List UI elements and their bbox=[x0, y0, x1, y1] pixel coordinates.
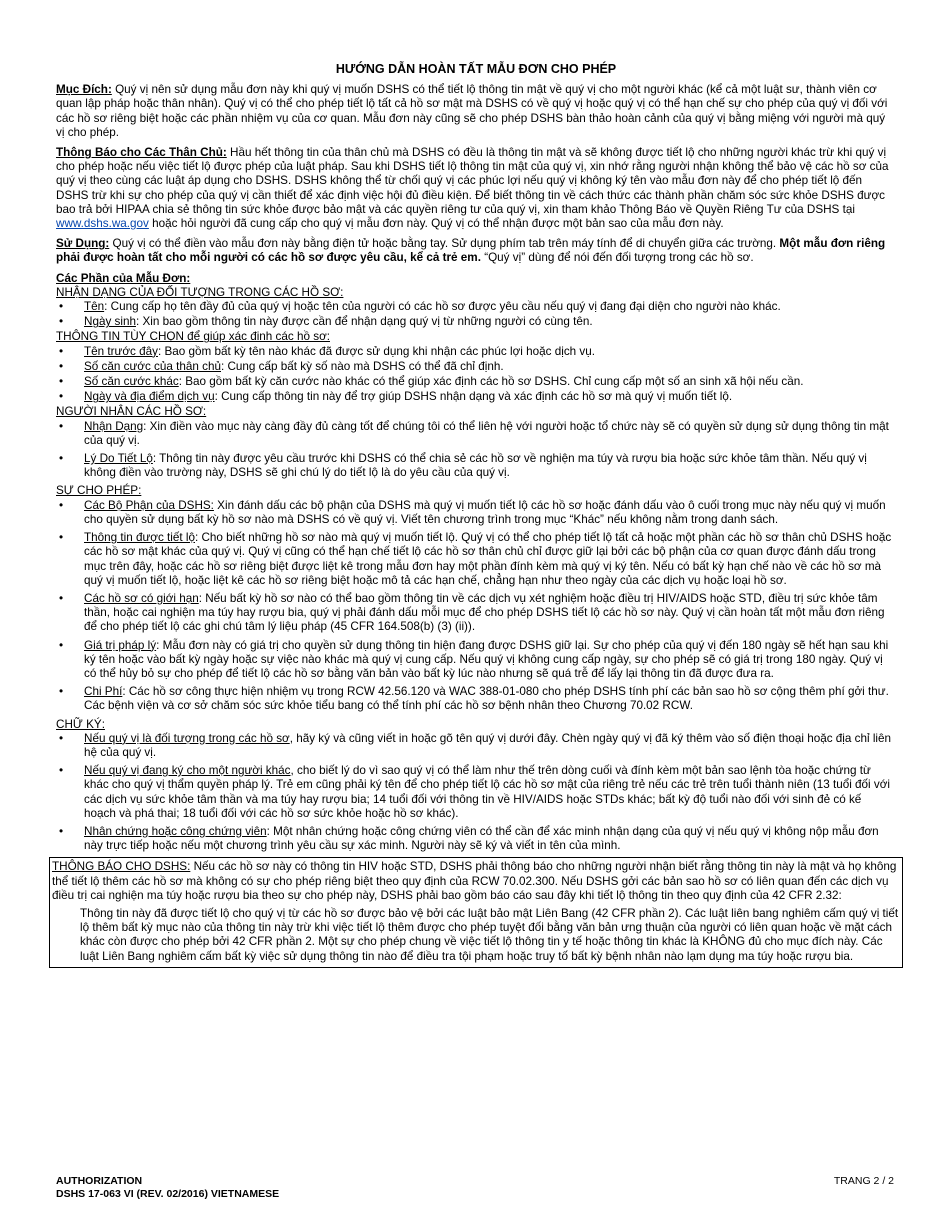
dshs-notice-text: Nếu các hồ sơ này có thông tin HIV hoặc STD, DSHS phải thông báo cho những người nhận biết rằng thông tin này là mật và họ không thể tiết lộ thêm các hồ sơ mà không có sự cho phép riêng biệt theo quy định của RCW 70.02.300. Nếu DSHS gởi các bản sao hồ sơ có liên quan đến các dịch vụ điều trị cai nghiện ma túy hoặc rượu bia theo sự cho phép này, DSHS phải bao gồm báo cáo sau đây khi tiết lộ thông tin theo quy định của 42 CFR 2.32: bbox=[52, 860, 897, 902]
client-notice-text-after: hoặc hỏi người đã cung cấp cho quý vị mẫu đơn này. Quý vị có thể nhận được một bản sao của mẫu đơn này. bbox=[148, 217, 724, 231]
list-item: • Tên trước đây: Bao gồm bất kỳ tên nào khác đã được sử dụng khi nhận các phúc lợi hoặc dịch vụ. bbox=[56, 345, 896, 359]
list-item: • Lý Do Tiết Lộ: Thông tin này được yêu cầu trước khi DSHS có thể chia sẻ các hồ sơ về nghiện ma túy và rượu bia hoặc sức khỏe tâm thần. Nếu quý vị không điền vào trường này, DSHS sẽ ghi chú lý do tiết lộ là do yêu cầu của quý vị. bbox=[56, 452, 896, 480]
form-sections-heading: Các Phần của Mẫu Đơn: bbox=[56, 271, 191, 285]
form-footer bbox=[56, 1175, 279, 1200]
document-body bbox=[52, 62, 899, 968]
client-notice-paragraph bbox=[56, 146, 896, 231]
signature-heading: CHỮ KÝ: bbox=[56, 717, 105, 731]
recipient-list bbox=[56, 420, 896, 481]
list-item: • Ngày sinh: Xin bao gồm thông tin này được cần để nhận dạng quý vị từ những người có cùng tên. bbox=[56, 315, 896, 329]
purpose-label: Mục Đích: bbox=[56, 83, 112, 97]
identity-heading: NHẬN DẠNG CỦA ĐỐI TƯỢNG TRONG CÁC HỒ SƠ: bbox=[56, 285, 344, 299]
identity-list bbox=[56, 300, 896, 329]
dshs-notice-paragraph bbox=[52, 860, 899, 903]
usage-text-after: “Quý vị” dùng để nói đến đối tượng trong các hồ sơ. bbox=[480, 251, 754, 265]
dshs-notice-disclosure-statement: Thông tin này đã được tiết lộ cho quý vị từ các hồ sơ được bảo vệ bởi các luật bảo mật Liên Bang (42 CFR phần 2). Các luật liên bang nghiêm cấm quý vị tiết lộ thêm bất kỳ mục nào của thông tin này trừ khi việc tiết lộ thêm được cho phép tuyệt đối bằng văn bản ưng thuận của người có liên quan hoặc về mặt cách khác còn được cho phép bởi 42 CFR phần 2. Một sự cho phép chung về việc tiết lộ thông tin y tế hoặc thông tin khác là KHÔNG đủ cho mục đích này. Các luật Liên Bang nghiêm cấm bất kỳ việc sử dụng thông tin nào để điều tra tội phạm hoặc truy tố bất kỳ bệnh nhân nào lạm dụng ma túy hoặc rượu bia. bbox=[80, 906, 899, 963]
dshs-website-link[interactable]: www.dshs.wa.gov bbox=[56, 217, 149, 231]
signature-list bbox=[56, 732, 896, 854]
page-number: TRANG 2 / 2 bbox=[833, 1175, 894, 1187]
list-item: • Chi Phí: Các hồ sơ công thực hiện nhiệm vụ trong RCW 42.56.120 và WAC 388-01-080 cho phép DSHS tính phí các bản sao hồ sơ cộng thêm phí gởi thư. Các bệnh viện và cơ sở chăm sóc sức khỏe tiểu bang có thể tính phí các hồ sơ bệnh nhân theo Chương 70.02 RCW. bbox=[56, 685, 896, 713]
list-item: • Số căn cước của thân chủ: Cung cấp bất kỳ số nào mà DSHS có thể đã chỉ định. bbox=[56, 360, 896, 374]
purpose-text: Quý vị nên sử dụng mẫu đơn này khi quý vị muốn DSHS có thể tiết lộ thông tin mật về quý vị cho một người khác (kể cả một luật sư, thành viên cơ quan lập pháp hoặc thân nhân). Quý vị có thể cho phép tiết lộ tất cả hồ sơ mật mà DSHS có về quý vị hoặc quý vị có thể hạn chế sự cho phép của quý vị đối với các hồ sơ riêng biệt hoặc các phần nhiệm vụ của cơ quan. Mẫu đơn này cũng sẽ cho phép DSHS bàn thảo hoàn cảnh của quý vị bằng miệng với người mà quý vị cho phép. bbox=[56, 83, 888, 139]
usage-label: Sử Dụng: bbox=[56, 237, 110, 251]
list-item: • Nhận Dạng: Xin điền vào mục này càng đầy đủ càng tốt để chúng tôi có thể liên hệ với người hoặc tổ chức này sẽ có quyền sử dụng sử dụng thông tin mật của quý vị. bbox=[56, 420, 896, 448]
optional-info-list bbox=[56, 345, 896, 405]
client-notice-text: Hầu hết thông tin của thân chủ mà DSHS có đều là thông tin mật và sẽ không được tiết lộ cho những người khác trừ khi quý vị cho phép hoặc nếu việc tiết lộ được phép của luật pháp. Sau khi DSHS tiết lộ thông tin mật của quý vị, xin nhớ rằng người nhận không thể bảo vệ các hồ sơ của quý vị theo cùng các luật áp dụng cho DSHS. DSHS không thể từ chối quý vị các phúc lợi nếu quý vị không ký tên vào mẫu đơn này để cho phép tiết lộ đến DSHS trừ khi sự cho phép của quý vị cần thiết để xác định việc hội đủ điều kiện. Để biết thông tin về cách thức các thành phần chăm sóc sức khỏe DSHS được bao trả bởi HIPAA chia sẻ thông tin sức khỏe được bảo mật và các quyền riêng tư của quý vị, xin tham khảo Thông Báo về Quyền Riêng Tư của DSHS tại bbox=[56, 146, 889, 216]
list-item: • Các hồ sơ có giới hạn: Nếu bất kỳ hồ sơ nào có thể bao gồm thông tin về các dịch vụ xét nghiệm hoặc điều trị HIV/AIDS hoặc STD, điều trị sức khỏe tâm thần, hoặc cai nghiện ma túy hay rượu bia, quý vị phải đánh dấu mỗi mục để cho phép DSHS tiết lộ các hồ sơ này. Quý vị cần hoàn tất một mẫu đơn riêng để cho phép tiết lộ các ghi chú tâm lý liệu pháp (45 CFR 164.508(b) (3) (ii)). bbox=[56, 592, 896, 635]
optional-info-heading: THÔNG TIN TÙY CHỌN để giúp xác định các hồ sơ: bbox=[56, 330, 330, 344]
permission-list bbox=[56, 499, 896, 714]
client-notice-label: Thông Báo cho Các Thân Chủ: bbox=[56, 146, 227, 160]
usage-bold-text: Một mẫu đơn riêng phải được hoàn tất cho mỗi người có các hồ sơ được yêu cầu, kể cả trẻ em. bbox=[56, 237, 886, 265]
list-item: • Số căn cước khác: Bao gồm bất kỳ căn cước nào khác có thể giúp xác định các hồ sơ DSHS. Chỉ cung cấp một số an sinh xã hội nếu cần. bbox=[56, 375, 896, 389]
list-item: • Các Bộ Phận của DSHS: Xin đánh dấu các bộ phận của DSHS mà quý vị muốn tiết lộ các hồ sơ hoặc đánh dấu vào ô cuối trong mục này nếu quý vị muốn cho quyền sử dụng bất kỳ hồ sơ nào mà DSHS có về quý vị. Viết tên chương trình trong mục “Khác” nếu không nằm trong danh sách. bbox=[56, 499, 896, 527]
list-item: • Nếu quý vị đang ký cho một người khác, cho biết lý do vì sao quý vị có thể làm như thế trên dòng cuối và đính kèm một bản sao lệnh tòa hoặc chứng từ khác cho quý vị thẩm quyền pháp lý. Trẻ em cũng phải ký tên để cho phép tiết lộ các hồ sơ mật của riêng trẻ nếu các trẻ trên tuổi thành niên (13 tuổi đối với các dịch vụ sức khỏe tâm thần và ma túy hay rượu bia; 14 tuổi đối với thông tin về HIV/AIDS hoặc STDs khác; bất kỳ độ tuổi nào đối với sinh đẻ có kế hoạch và phá thai; 18 tuổi đối với các hồ sơ sức khỏe hoặc hồ sơ khác). bbox=[56, 764, 896, 821]
page-title: HƯỚNG DẪN HOÀN TẤT MẪU ĐƠN CHO PHÉP bbox=[335, 62, 617, 76]
form-footer-number: DSHS 17-063 VI (REV. 02/2016) VIETNAMESE bbox=[56, 1187, 280, 1200]
list-item: • Giá trị pháp lý: Mẫu đơn này có giá trị cho quyền sử dụng thông tin hiện đang được DSHS giữ lại. Sự cho phép của quý vị đến 180 ngày sẽ hết hạn sau khi ký tên hoặc vào bất kỳ ngày hoặc sự việc nào khác mà quý vị cung cấp. Nếu quý vị không cung cấp ngày, sự cho phép sẽ có giá trị trong 180 ngày. Quý vị có thể hủy bỏ sự cho phép để tiết lộ các hồ sơ bằng văn bản vào bất kỳ lúc nào nhưng sẽ quá trễ để lấy lại thông tin đã được đưa ra. bbox=[56, 639, 896, 682]
recipient-heading: NGƯỜI NHẬN CÁC HỒ SƠ: bbox=[56, 405, 207, 419]
list-item: • Nhân chứng hoặc công chứng viên: Một nhân chứng hoặc công chứng viên có thể cần để xác minh nhận dạng của quý vị nếu quý vị không nộp mẫu đơn này trực tiếp hoặc nếu một chương trình yêu cầu sự xác minh. Người này sẽ ký và viết in tên của mình. bbox=[56, 825, 896, 853]
list-item: • Ngày và địa điểm dịch vụ: Cung cấp thông tin này để trợ giúp DSHS nhận dạng và xác định các hồ sơ mà quý vị muốn tiết lộ. bbox=[56, 390, 896, 404]
permission-heading: SỰ CHO PHÉP: bbox=[56, 484, 142, 498]
form-footer-title: AUTHORIZATION bbox=[56, 1175, 143, 1187]
usage-paragraph bbox=[56, 237, 896, 265]
purpose-paragraph bbox=[56, 83, 896, 140]
list-item: • Nếu quý vị là đối tượng trong các hồ sơ, hãy ký và cũng viết in hoặc gõ tên quý vị dưới đây. Chèn ngày quý vị đã ký thêm vào số điện thoại hoặc địa chỉ liên hệ của quý vị. bbox=[56, 732, 896, 760]
dshs-notice-label: THÔNG BÁO CHO DSHS: bbox=[52, 860, 191, 874]
usage-text: Quý vị có thể điền vào mẫu đơn này bằng điện tử hoặc bằng tay. Sử dụng phím tab trên máy tính để di chuyển giữa các trường. bbox=[109, 237, 780, 251]
list-item: • Tên: Cung cấp họ tên đầy đủ của quý vị hoặc tên của người có các hồ sơ được yêu cầu nếu quý vị đang đại diện cho người nào khác. bbox=[56, 300, 896, 314]
dshs-notice-box bbox=[49, 857, 903, 967]
list-item: • Thông tin được tiết lộ: Cho biết những hồ sơ nào mà quý vị muốn tiết lộ. Quý vị có thể cho phép tiết lộ tất cả hoặc một phần các hồ sơ thân chủ DSHS hoặc các hồ sơ mật khác của quý vị. Quý vị cũng có thể hạn chế tiết lộ các hồ sơ thân chủ chỉ được giữ lại bởi các bộ phận của cơ quan được đánh dấu trong mục trên đây, hoặc các hồ sơ riêng biệt được liệt kê trong mẫu đơn hay một phần đính kèm mà quý vị ký tên. Nếu có bất kỳ hạn chế nào về các hồ sơ mà quý vị muốn tiết lộ, hoặc liệt kê các hồ sơ riêng biệt hoặc mô tả các hạn chế, chẳng hạn như theo ngày của các dịch vụ hoặc loại hồ sơ. bbox=[56, 531, 896, 588]
